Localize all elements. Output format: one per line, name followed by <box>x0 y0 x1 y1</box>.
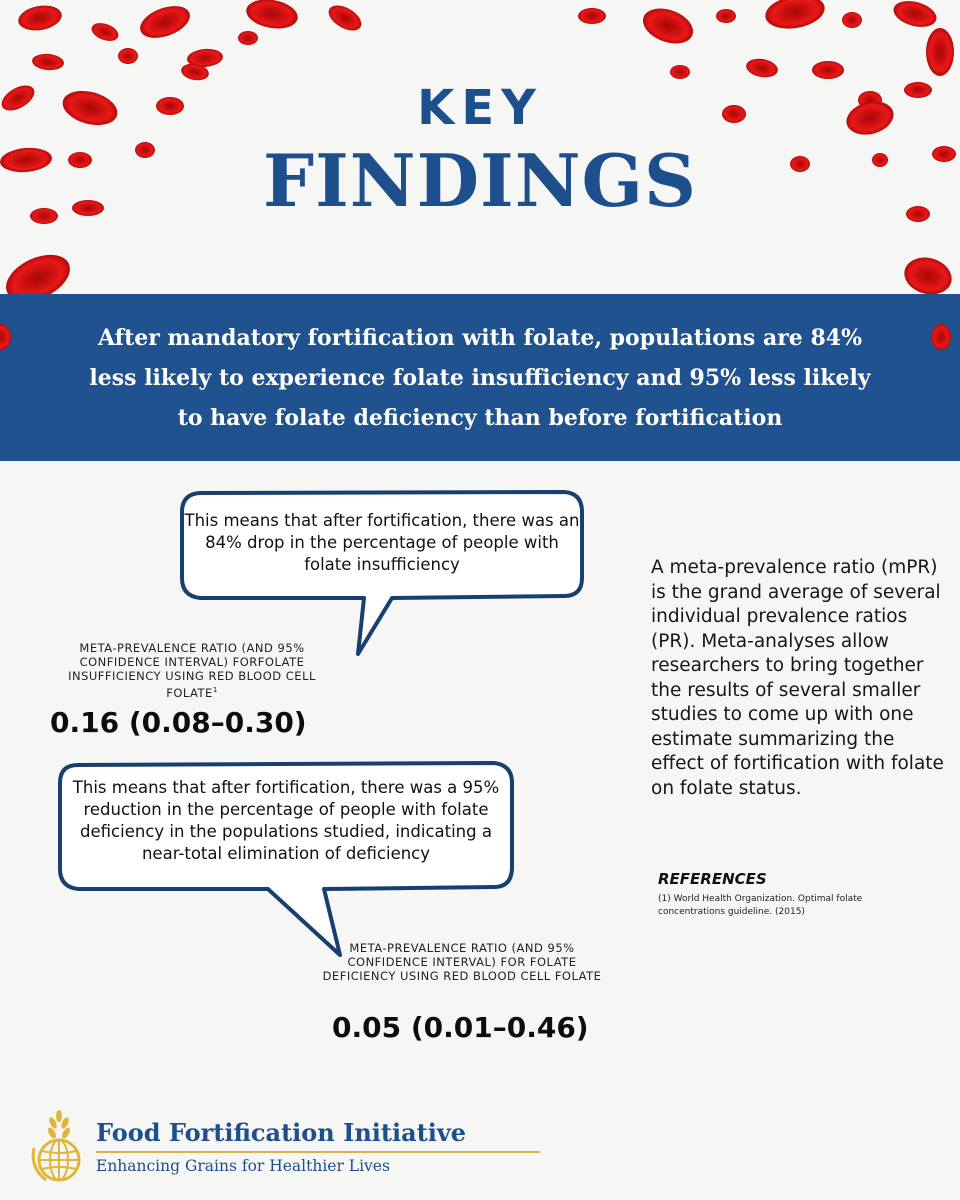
blood-cell-icon <box>118 48 138 64</box>
blood-cell-icon <box>763 0 828 33</box>
blood-cell-icon <box>578 8 606 24</box>
blood-cell-icon <box>244 0 300 32</box>
blood-cell-icon <box>716 9 736 23</box>
mpr-definition: A meta-prevalence ratio (mPR) is the grand average of several individual prevalence ratios (PR). Meta-analyses allow researchers to bring together the results of several smaller studies to come up with one estimate summarizing the effect of fortification with folate on folate status. <box>651 557 944 799</box>
blood-cell-icon <box>638 2 698 50</box>
caption-insufficiency <box>44 641 340 700</box>
caption-insufficiency-text: META-PREVALENCE RATIO (AND 95% CONFIDENCE INTERVAL) FORFOLATE INSUFFICIENCY USING RED BLOOD CELL FOLATE <box>68 641 316 700</box>
blood-cell-icon <box>89 20 121 45</box>
org-name: Food Fortification Initiative <box>96 1118 467 1147</box>
globe-wheat-icon <box>28 1108 90 1184</box>
footnote-marker: 1 <box>212 686 218 694</box>
blood-cell-icon <box>926 28 954 76</box>
org-divider <box>96 1151 540 1153</box>
bubble-text-insufficiency: This means that after fortification, there was an 84% drop in the percentage of people with folate insufficiency <box>184 511 580 574</box>
blood-cell-icon <box>891 0 940 31</box>
reference-item: (1) World Health Organization. Optimal folate concentrations guideline. (2015) <box>658 894 863 917</box>
stat-value-insufficiency: 0.16 (0.08–0.30) <box>50 706 307 739</box>
banner-cell-right-icon <box>926 322 956 352</box>
blood-cell-icon <box>136 0 194 44</box>
blood-cell-icon <box>745 56 780 79</box>
blood-cell-icon <box>16 2 63 33</box>
speech-bubble-deficiency <box>54 761 518 961</box>
summary-banner-text: After mandatory fortification with folate, populations are 84% less likely to experience folate insufficiency and 95% less likely to have folate deficiency than before fortification <box>89 325 871 431</box>
banner-cell-left-icon <box>0 322 16 352</box>
org-tagline: Enhancing Grains for Healthier Lives <box>96 1157 390 1175</box>
blood-cell-icon <box>238 31 258 45</box>
blood-cell-icon <box>900 252 956 299</box>
blood-cell-icon <box>670 65 690 79</box>
speech-bubble-insufficiency <box>178 490 586 662</box>
page-title: FINDINGS <box>262 138 698 223</box>
blood-cell-icon <box>812 61 844 79</box>
blood-cell-icon <box>324 0 365 35</box>
references-heading: REFERENCES <box>658 870 767 888</box>
caption-deficiency: META-PREVALENCE RATIO (AND 95% CONFIDENCE INTERVAL) FOR FOLATE DEFICIENCY USING RED BLOOD CELL FOLATE <box>322 941 602 983</box>
bubble-text-deficiency: This means that after fortification, there was a 95% reduction in the percentage of people with folate deficiency in the populations studied, indicating a near-total elimination of deficiency <box>72 778 500 863</box>
blood-cell-icon <box>31 53 64 72</box>
page-header <box>0 80 960 226</box>
header-kicker: KEY <box>417 80 543 136</box>
summary-banner <box>0 294 960 461</box>
blood-cell-icon <box>842 12 862 28</box>
stat-value-deficiency: 0.05 (0.01–0.46) <box>332 1011 589 1044</box>
